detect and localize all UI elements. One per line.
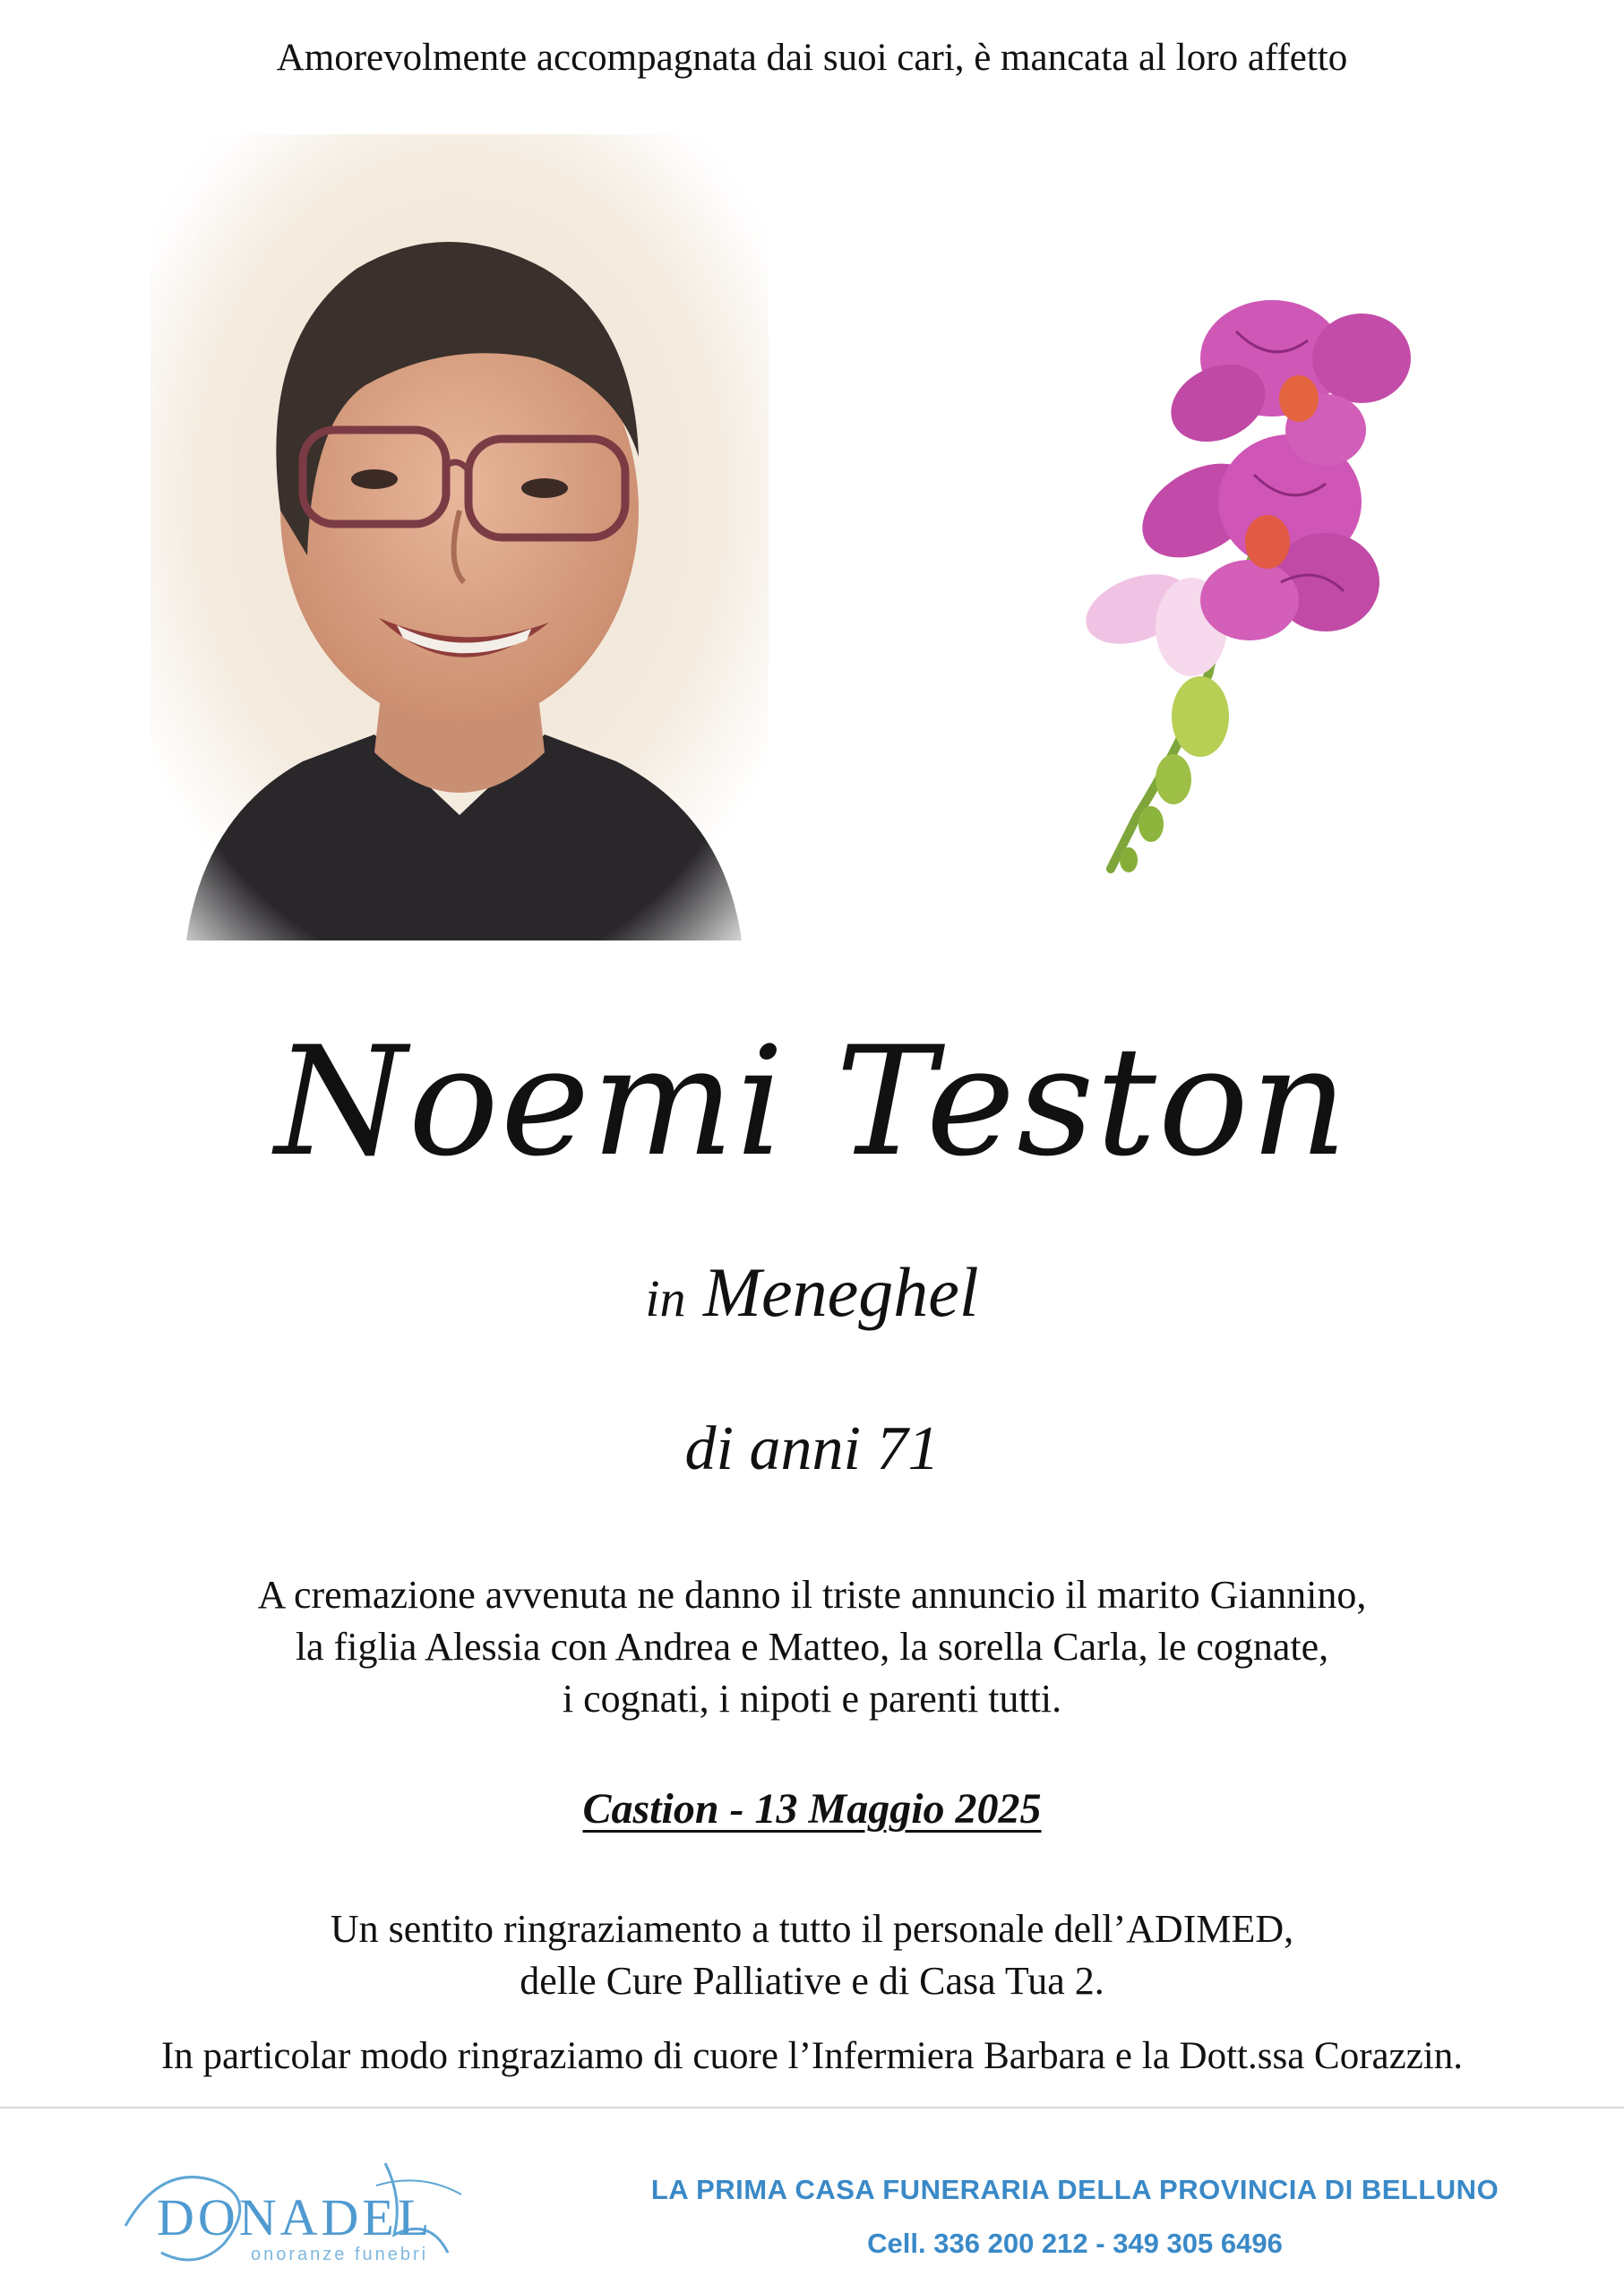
- thanks-line: Un sentito ringraziamento a tutto il personale dell’ADIMED,: [330, 1907, 1294, 1951]
- thanks-line: delle Cure Palliative e di Casa Tua 2.: [520, 1959, 1104, 2003]
- svg-text:DONADEL: DONADEL: [157, 2188, 434, 2246]
- announcement-line: i cognati, i nipoti e parenti tutti.: [562, 1677, 1062, 1721]
- married-name-line: [0, 1250, 1624, 1342]
- portrait-photo: [150, 134, 769, 940]
- age-text: di anni 71: [684, 1414, 940, 1483]
- place-date-text: Castion - 13 Maggio 2025: [582, 1785, 1042, 1833]
- donadel-logo: [107, 2145, 484, 2280]
- intro-text: Amorevolmente accompagnata dai suoi cari, è mancata al loro affetto: [276, 37, 1348, 79]
- married-prefix: in: [645, 1269, 686, 1327]
- place-date: [0, 1782, 1624, 1836]
- footer-divider: [0, 2107, 1624, 2108]
- footer-phones: Cell. 336 200 212 - 349 305 6496: [867, 2228, 1283, 2259]
- announcement-text: [0, 1569, 1624, 1725]
- svg-text:onoranze funebri: onoranze funebri: [251, 2245, 429, 2264]
- special-thanks: In particolar modo ringraziamo di cuore l’Infermiera Barbara e la Dott.ssa Corazzin.: [160, 2035, 1463, 2077]
- announcement-line: la figlia Alessia con Andrea e Matteo, la sorella Carla, le cognate,: [295, 1625, 1329, 1669]
- deceased-name: Noemi Teston: [274, 1014, 1350, 1189]
- portrait-illustration: [150, 134, 769, 940]
- announcement-line: A cremazione avvenuta ne danno il triste annuncio il marito Giannino,: [257, 1573, 1367, 1617]
- thanks-text: [0, 1903, 1624, 2007]
- footer-tagline: LA PRIMA CASA FUNERARIA DELLA PROVINCIA DI BELLUNO: [650, 2174, 1499, 2205]
- married-name: Meneghel: [703, 1253, 979, 1331]
- orchid-icon: [1057, 242, 1433, 887]
